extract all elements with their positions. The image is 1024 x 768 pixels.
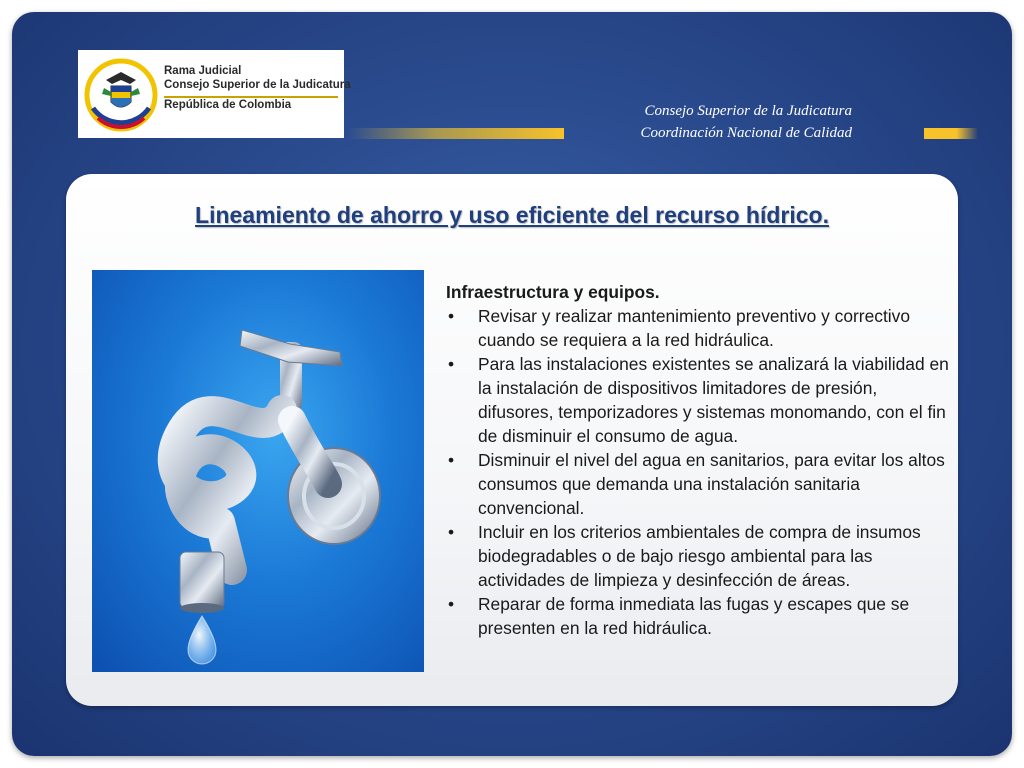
- slide-title: Lineamiento de ahorro y uso eficiente del recurso hídrico.: [195, 202, 829, 228]
- header-line-consejo: Consejo Superior de la Judicatura: [644, 103, 852, 119]
- bullet-marker: •: [448, 594, 455, 614]
- colombia-coat-of-arms-icon: [84, 58, 158, 132]
- logo-line-rama-judicial: Rama Judicial: [164, 65, 242, 77]
- list-item-text: Disminuir el nivel del agua en sanitarios, para evitar los altos consumos que demanda una instalación sanitaria convencional.: [478, 450, 945, 518]
- yellow-stripe-right: [924, 128, 978, 139]
- list-item: [446, 352, 956, 448]
- bullet-list: [446, 304, 956, 640]
- logo-line-consejo: Consejo Superior de la Judicatura: [164, 79, 351, 91]
- faucet-photo: [92, 270, 424, 672]
- knotted-faucet-icon: [92, 270, 424, 672]
- logo: [78, 50, 351, 138]
- content-card: [66, 174, 958, 706]
- slide-background: [12, 12, 1012, 756]
- header-organization: [572, 100, 852, 144]
- logo-line-republica: República de Colombia: [164, 99, 292, 111]
- list-item: [446, 448, 956, 520]
- content-text: [446, 280, 956, 640]
- list-item-text: Incluir en los criterios ambientales de compra de insumos biodegradables o de bajo riesgo ambiental para las actividades de limpieza y desinfección de áreas.: [478, 522, 921, 590]
- list-item-text: Reparar de forma inmediata las fugas y escapes que se presenten en la red hidráulica.: [478, 594, 910, 638]
- list-item: [446, 304, 956, 352]
- list-item: [446, 520, 956, 592]
- bullet-marker: •: [448, 306, 455, 326]
- logo-text: [164, 64, 351, 112]
- list-item-text: Revisar y realizar mantenimiento preventivo y correctivo cuando se requiera a la red hidráulica.: [478, 306, 911, 350]
- list-item-text: Para las instalaciones existentes se analizará la viabilidad en la instalación de dispositivos limitadores de presión, difusores, temporizadores y sistemas monomando, con el fin de disminuir el consumo de agua.: [478, 354, 949, 446]
- yellow-stripe-left: [348, 128, 564, 139]
- bullet-marker: •: [448, 354, 455, 374]
- list-item: [446, 592, 956, 640]
- section-heading: Infraestructura y equipos.: [446, 282, 660, 302]
- bullet-marker: •: [448, 450, 455, 470]
- bullet-marker: •: [448, 522, 455, 542]
- header-line-coordinacion: Coordinación Nacional de Calidad: [640, 125, 852, 141]
